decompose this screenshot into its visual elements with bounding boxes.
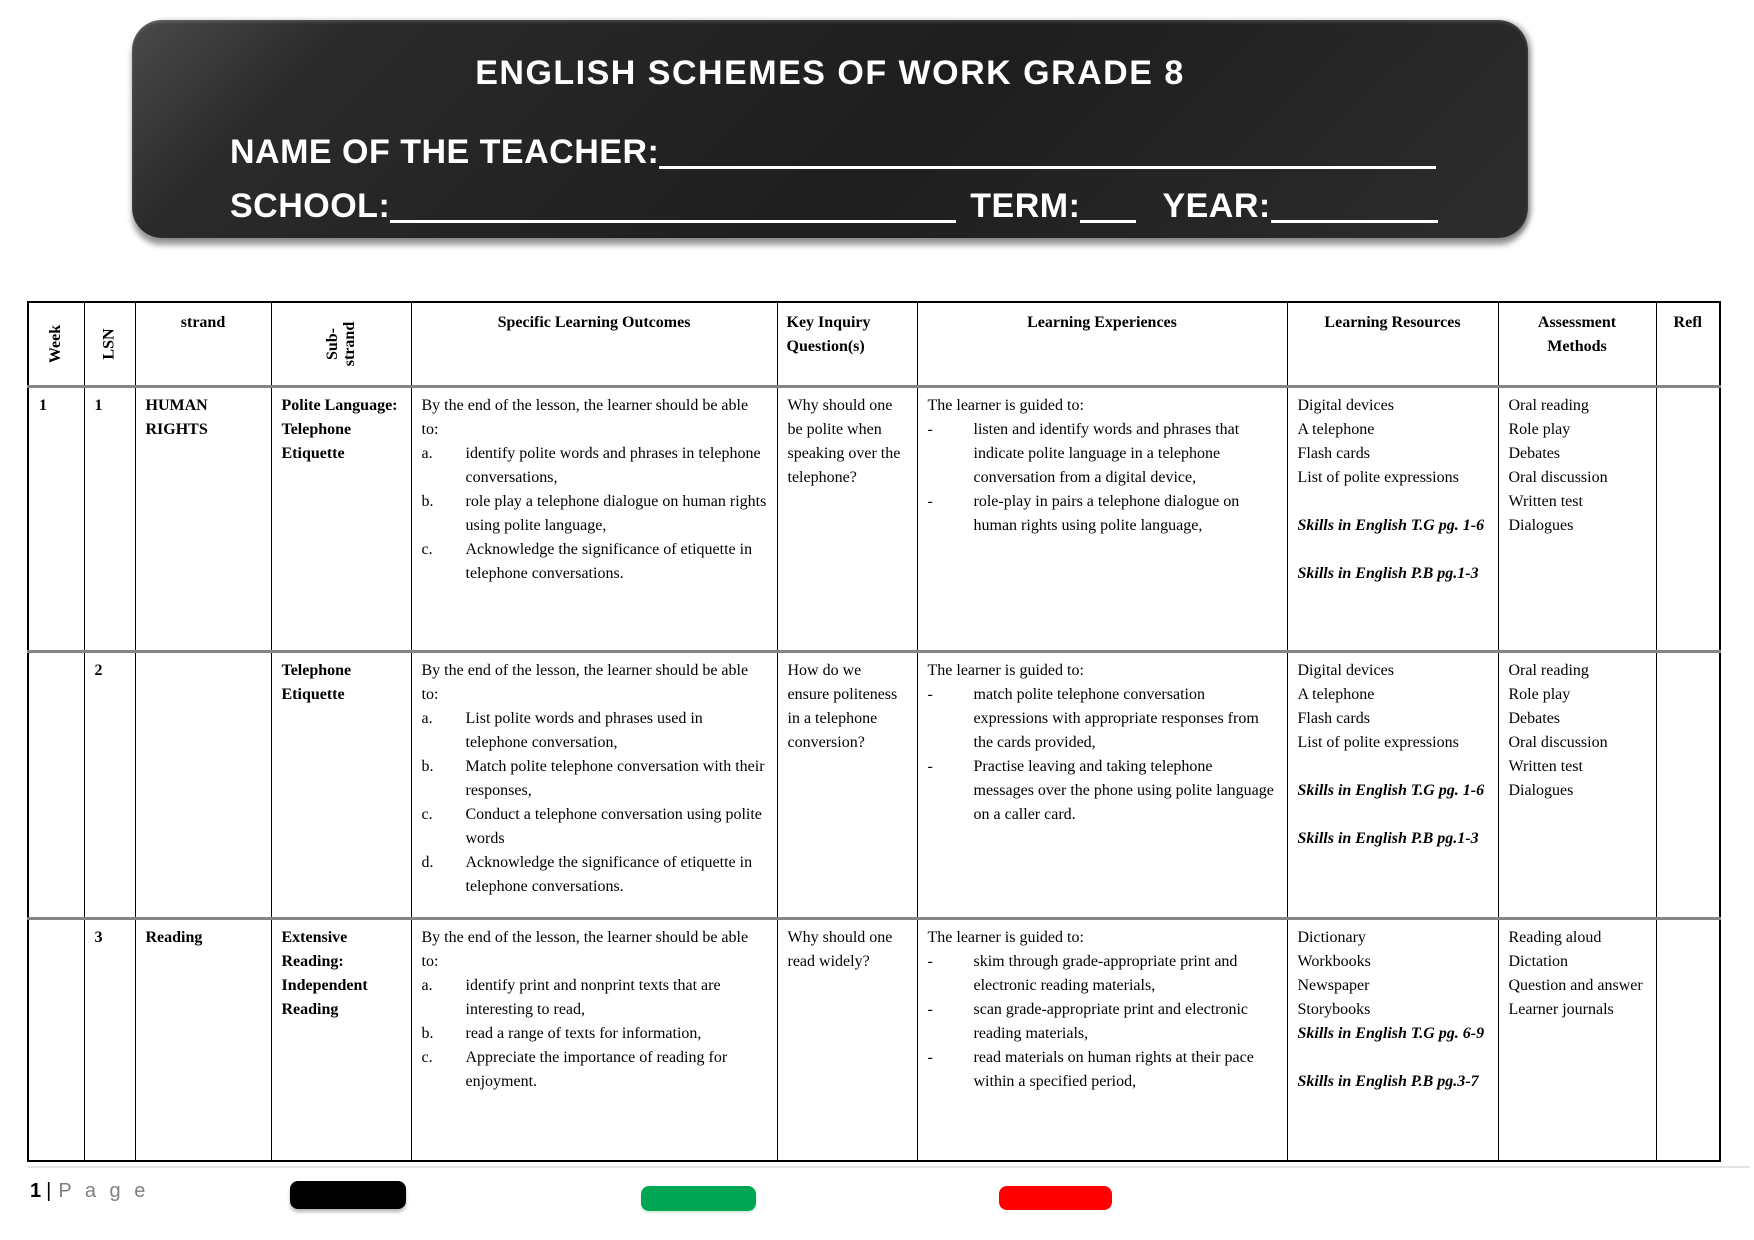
column-header-substrand: Sub- strand <box>271 302 411 387</box>
cell-week <box>28 652 84 919</box>
school-blank-line <box>390 210 956 223</box>
cell-lsn: 2 <box>84 652 135 919</box>
table-header-row <box>28 302 1720 387</box>
cell-resources: Digital devices A telephone Flash cards List of polite expressions Skills in English T.G pg. 1-6 Skills in English P.B pg.1-3 <box>1287 387 1498 652</box>
footer-divider <box>28 1166 1750 1168</box>
cell-assessment: Oral reading Role play Debates Oral discussion Written test Dialogues <box>1498 387 1656 652</box>
cell-assessment: Oral reading Role play Debates Oral discussion Written test Dialogues <box>1498 652 1656 919</box>
cell-key-inquiry: How do we ensure politeness in a telephone conversion? <box>777 652 917 919</box>
cell-key-inquiry: Why should one read widely? <box>777 919 917 1161</box>
year-blank-line <box>1271 210 1438 223</box>
column-header-lsn: LSN <box>84 302 135 387</box>
cell-experiences: The learner is guided to: - match polite telephone conversation expressions with appropriate responses from the cards provided, - Practise leaving and taking telephone messages over the phone using polite language on a caller card. <box>917 652 1287 919</box>
teacher-label: NAME OF THE TEACHER: <box>230 133 660 171</box>
cell-resources: Dictionary Workbooks Newspaper Storybooks Skills in English T.G pg. 6-9 Skills in English P.B pg.3-7 <box>1287 919 1498 1161</box>
document-title: ENGLISH SCHEMES OF WORK GRADE 8 <box>475 54 1185 92</box>
cell-substrand: Polite Language: Telephone Etiquette <box>271 387 411 652</box>
column-header-key-inquiry: Key Inquiry Question(s) <box>777 302 917 387</box>
column-header-resources: Learning Resources <box>1287 302 1498 387</box>
cell-strand: Reading <box>135 919 271 1161</box>
teacher-line <box>230 132 1436 172</box>
cell-strand: HUMAN RIGHTS <box>135 387 271 652</box>
cell-outcomes: By the end of the lesson, the learner should be able to: a. List polite words and phrases used in telephone conversation, b. Match polite telephone conversation with their responses, c. Conduct a telephone conversation using polite words d. Acknowledge the significance of etiquette in telephone conversations. <box>411 652 777 919</box>
footer-separator: | <box>46 1180 52 1202</box>
cell-refl <box>1656 387 1720 652</box>
cell-experiences: The learner is guided to: - skim through grade-appropriate print and electronic reading materials, - scan grade-appropriate print and electronic reading materials, - read materials on human rights at their pace within a specified period, <box>917 919 1287 1161</box>
red-highlight-bar <box>999 1186 1112 1210</box>
cell-lsn: 3 <box>84 919 135 1161</box>
cell-assessment: Reading aloud Dictation Question and answer Learner journals <box>1498 919 1656 1161</box>
black-highlight-bar <box>290 1181 406 1209</box>
page-number: 1 <box>30 1180 42 1202</box>
teacher-blank-line <box>659 156 1436 169</box>
column-header-experiences: Learning Experiences <box>917 302 1287 387</box>
table-body <box>28 387 1720 1161</box>
schemes-of-work-table <box>27 301 1721 1162</box>
cell-resources: Digital devices A telephone Flash cards List of polite expressions Skills in English T.G pg. 1-6 Skills in English P.B pg.1-3 <box>1287 652 1498 919</box>
column-header-refl: Refl <box>1656 302 1720 387</box>
cell-substrand: Telephone Etiquette <box>271 652 411 919</box>
cell-week <box>28 919 84 1161</box>
term-label: TERM: <box>970 187 1081 225</box>
column-header-outcomes: Specific Learning Outcomes <box>411 302 777 387</box>
cell-outcomes: By the end of the lesson, the learner should be able to: a. identify polite words and phrases in telephone conversations, b. role play a telephone dialogue on human rights using polite language, c. Acknowledge the significance of etiquette in telephone conversations. <box>411 387 777 652</box>
column-header-strand: strand <box>135 302 271 387</box>
term-blank-line <box>1080 210 1136 223</box>
year-label: YEAR: <box>1162 187 1271 225</box>
cell-week: 1 <box>28 387 84 652</box>
cell-experiences: The learner is guided to: - listen and identify words and phrases that indicate polite language in a telephone conversation from a digital device, - role-play in pairs a telephone dialogue on human rights using polite language, <box>917 387 1287 652</box>
school-line <box>230 186 1438 226</box>
school-label: SCHOOL: <box>230 187 391 225</box>
cell-refl <box>1656 919 1720 1161</box>
cell-substrand: Extensive Reading: Independent Reading <box>271 919 411 1161</box>
cell-strand <box>135 652 271 919</box>
cell-refl <box>1656 652 1720 919</box>
cell-key-inquiry: Why should one be polite when speaking over the telephone? <box>777 387 917 652</box>
cell-outcomes: By the end of the lesson, the learner should be able to: a. identify print and nonprint texts that are interesting to read, b. read a range of texts for information, c. Appreciate the importance of reading for enjoyment. <box>411 919 777 1161</box>
green-highlight-bar <box>641 1186 756 1211</box>
column-header-week: Week <box>28 302 84 387</box>
table-row <box>28 919 1720 1161</box>
page-label: P a g e <box>58 1180 150 1202</box>
table-row <box>28 387 1720 652</box>
page-footer <box>30 1180 149 1203</box>
cell-lsn: 1 <box>84 387 135 652</box>
document-header-banner <box>132 20 1528 238</box>
column-header-assessment: Assessment Methods <box>1498 302 1656 387</box>
table-row <box>28 652 1720 919</box>
